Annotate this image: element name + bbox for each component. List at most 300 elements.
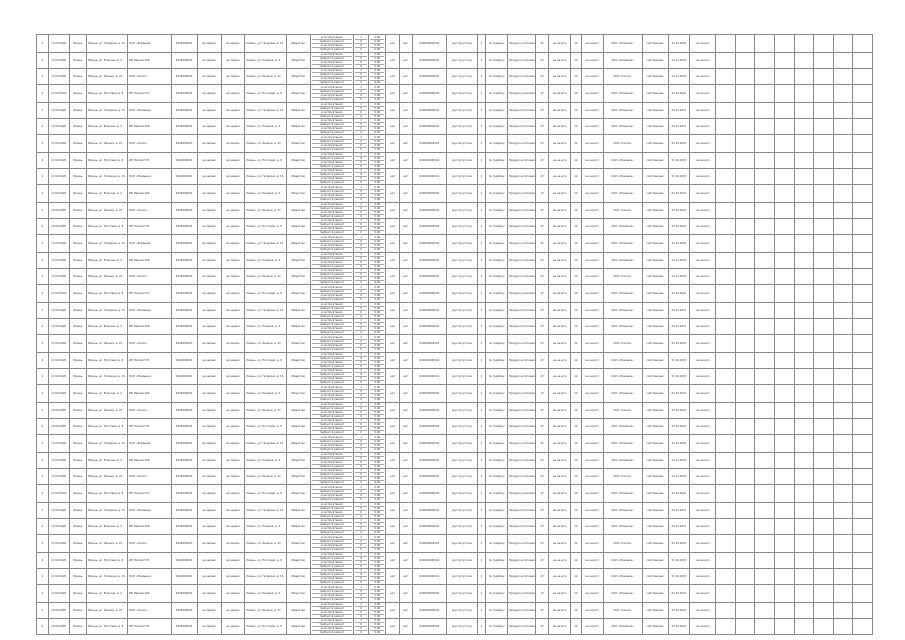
cell-st2: не начато [581,385,603,403]
cell-dt: 01.01.2021 [668,553,690,569]
cell-p3: 0,00 [370,376,384,380]
cell-p3: 0,00 [370,476,384,480]
cell-k: 12 [570,385,581,403]
cell-v3: 0 [355,626,367,630]
cell-pvals [369,353,386,369]
cell-addr: Рязань, ул. Есенина, д. 3 [86,253,127,269]
cell-st2: не начато [581,85,603,103]
cell-contact: ООО «Сокол» [128,469,171,485]
cell-unit: Рязань [69,335,86,353]
cell-v3: 0 [355,460,367,464]
cell-mode: круглосуточно [447,53,477,69]
cell-k: 12 [570,503,581,519]
cell-v3: 0 [355,193,367,197]
cell-res: Продукты питания [508,419,536,435]
cell-vals [353,119,368,135]
cell-y2: нет [399,369,412,385]
cell-pvals [369,169,386,185]
cell-v2: 0 [355,172,367,176]
cell-empty [833,35,853,53]
cell-p2: 0,00 [370,306,384,310]
cell-kind: Общество [286,269,310,285]
cell-l1: в эксплуатации [320,453,343,456]
cell-empty [716,303,736,319]
cell-empty [775,585,795,603]
cell-empty [794,103,814,119]
cell-fin: не начато [690,369,716,385]
cell-dt: 01.01.2021 [668,535,690,553]
cell-dt: 01.01.2021 [668,619,690,635]
cell-res: Продукты питания [508,69,536,85]
cell-l2: требуется ремонт [312,297,352,301]
cell-mode: круглосуточно [447,353,477,369]
cell-mode: круглосуточно [447,519,477,535]
cell-date: 17.09.2020 [48,453,69,469]
cell-p1: 0,00 [374,386,381,389]
cell-p1: 0,00 [370,447,384,451]
cell-empty [716,219,736,235]
cell-contact: ИП Иванов И.И. [128,385,171,403]
cell-fin: не начато [690,135,716,153]
cell-v2: 0 [355,447,367,451]
cell-l1: в эксплуатации [312,426,352,430]
cell-empty [735,369,755,385]
table-row [37,353,873,369]
cell-code: 620000000001 [412,369,447,385]
cell-l2: требуется ремонт [312,189,352,193]
cell-empty [794,203,814,219]
cell-q: 1 [477,319,486,335]
cell-s1: не задано [197,203,221,219]
cell-unit: Рязань [69,385,86,403]
cell-empty [814,35,834,53]
cell-v2: 0 [355,80,367,84]
cell-p3: 0,00 [370,60,384,64]
cell-st: не начато [549,519,571,535]
cell-empty [853,35,873,53]
cell-y1: нет [386,335,399,353]
table-row [37,453,873,469]
cell-inn: 6234000004 [171,285,197,303]
cell-sched: по графику [486,235,508,253]
cell-res: Продукты питания [508,535,536,553]
cell-empty [833,419,853,435]
cell-date: 17.09.2020 [48,235,69,253]
cell-v2: 0 [355,222,367,226]
cell-vals [353,403,368,419]
cell-p2: 0,00 [370,139,384,143]
cell-addr: Рязань, ул. Ленина, д. 21 [86,203,127,219]
cell-s2: не задано [221,285,245,303]
cell-empty [775,569,795,585]
cell-sched: по графику [486,319,508,335]
cell-s2: не задано [221,153,245,169]
cell-code: 620000000001 [412,235,447,253]
cell-inn: 6234000001 [171,435,197,453]
cell-p1: 0,00 [370,264,384,268]
cell-a: 27 [536,419,549,435]
cell-v2: 0 [355,72,367,76]
cell-s2: не задано [221,535,245,553]
cell-org: ООО «Ромашка» [603,553,642,569]
cell-l1: в эксплуатации [312,410,352,414]
table-row [37,503,873,519]
cell-p1: 0,00 [370,464,384,468]
cell-a: 27 [536,185,549,203]
cell-kind: Общество [286,619,310,635]
cell-p1: 0,00 [370,347,384,351]
cell-l1: в эксплуатации [320,536,343,539]
cell-k: 12 [570,253,581,269]
cell-l2: требуется ремонт [312,247,352,251]
cell-empty [814,353,834,369]
cell-st: не начато [549,353,571,369]
cell-v2: 0 [355,297,367,301]
cell-pvals [369,485,386,503]
cell-addr2: Рязань, ул. Гагарина, д. 15 [245,369,286,385]
cell-l1: в эксплуатации [320,103,343,106]
cell-v2: 0 [355,197,367,201]
cell-p3: 0,00 [370,110,384,114]
cell-l2: требуется ремонт [312,147,352,151]
cell-s1: не задано [197,419,221,435]
cell-s2: не задано [221,353,245,369]
cell-empty [814,419,834,435]
cell-p3: 0,00 [370,276,384,280]
cell-kind: Общество [286,219,310,235]
cell-addr: Рязань, ул. Гагарина, д. 15 [86,235,127,253]
cell-empty [833,619,853,635]
cell-v2: 0 [355,339,367,343]
cell-pvals [369,185,386,203]
cell-l2: требуется ремонт [312,130,352,134]
cell-l2: требуется ремонт [312,514,352,518]
cell-l2: требуется ремонт [312,172,352,176]
cell-v2: 0 [355,97,367,101]
cell-p1: 0,00 [374,336,381,339]
cell-empty [814,553,834,569]
table-row [37,485,873,503]
cell-p3: 0,00 [370,593,384,597]
cell-addr: Рязань, ул. Почтовая, д. 8 [86,353,127,369]
cell-empty [853,219,873,235]
cell-p1: 0,00 [370,214,384,218]
cell-fin: не начато [690,335,716,353]
cell-st2: не начато [581,503,603,519]
cell-y2: нет [399,435,412,453]
cell-n: 2 [37,119,49,135]
cell-v2: 0 [355,314,367,318]
cell-mode: круглосуточно [447,119,477,135]
cell-y1: нет [386,519,399,535]
cell-empty [735,453,755,469]
cell-empty [814,519,834,535]
cell-res: Продукты питания [508,603,536,619]
cell-unit: Рязань [69,569,86,585]
cell-l2: требуется ремонт [312,539,352,543]
cell-l1: в эксплуатации [312,143,352,147]
cell-p2: 0,00 [370,172,384,176]
cell-y1: нет [386,169,399,185]
cell-st2: не начато [581,153,603,169]
cell-empty [735,85,755,103]
cell-a: 27 [536,603,549,619]
cell-unit: Рязань [69,253,86,269]
cell-p3: 0,00 [370,626,384,630]
cell-contact: ИП Иванов И.И. [128,519,171,535]
cell-st: не начато [549,435,571,453]
cell-y2: нет [399,553,412,569]
cell-p1: 0,00 [374,219,381,222]
cell-l2: требуется ремонт [312,430,352,434]
cell-p1: 0,00 [370,497,384,501]
cell-l2: требуется ремонт [312,114,352,118]
cell-org: ООО «Ромашка» [603,153,642,169]
table-row [37,335,873,353]
cell-empty [853,519,873,535]
cell-contact: ООО «Сокол» [128,135,171,153]
cell-l1: в эксплуатации [312,326,352,330]
cell-kind: Общество [286,235,310,253]
cell-empty [755,385,775,403]
cell-lines [310,553,353,569]
cell-vals [353,619,368,635]
cell-unit: Рязань [69,85,86,103]
cell-vals [353,503,368,519]
cell-s1: не задано [197,135,221,153]
cell-n: 1 [37,369,49,385]
cell-org: ООО «Сокол» [603,469,642,485]
cell-fin: не начато [690,103,716,119]
cell-st2: не начато [581,485,603,503]
cell-own: собственник [642,185,668,203]
cell-addr: Рязань, ул. Ленина, д. 21 [86,535,127,553]
cell-empty [814,303,834,319]
cell-p3: 0,00 [370,243,384,247]
cell-own: собственник [642,35,668,53]
cell-p2: 0,00 [370,422,384,426]
cell-p1: 0,00 [370,530,384,534]
cell-own: собственник [642,535,668,553]
cell-org: ООО «Сокол» [603,269,642,285]
cell-own: собственник [642,53,668,69]
cell-a: 27 [536,269,549,285]
cell-st2: не начато [581,53,603,69]
cell-l1: в эксплуатации [320,586,343,589]
cell-fin: не начато [690,585,716,603]
cell-addr: Рязань, ул. Почтовая, д. 8 [86,285,127,303]
cell-l1: в эксплуатации [312,376,352,380]
cell-k: 12 [570,169,581,185]
cell-l1: в эксплуатации [312,343,352,347]
cell-addr2: Рязань, ул. Ленина, д. 21 [245,603,286,619]
cell-st2: не начато [581,169,603,185]
cell-pvals [369,535,386,553]
cell-kind: Общество [286,119,310,135]
cell-l1: в эксплуатации [320,419,343,422]
cell-vals [353,235,368,253]
cell-empty [853,335,873,353]
cell-v2: 0 [355,230,367,234]
cell-empty [814,185,834,203]
cell-v1: 1 [360,536,362,539]
cell-addr2: Рязань, ул. Почтовая, д. 8 [245,353,286,369]
cell-date: 17.09.2020 [48,85,69,103]
cell-empty [775,169,795,185]
cell-unit: Рязань [69,103,86,119]
cell-y1: нет [386,585,399,603]
cell-addr: Рязань, ул. Ленина, д. 21 [86,469,127,485]
cell-date: 17.09.2020 [48,585,69,603]
cell-own: собственник [642,453,668,469]
cell-sched: по графику [486,453,508,469]
cell-inn: 6234000002 [171,53,197,69]
cell-v1: 1 [360,569,362,572]
data-table [36,34,873,635]
cell-addr: Рязань, ул. Ленина, д. 21 [86,335,127,353]
cell-p1: 0,00 [370,480,384,484]
cell-v3: 0 [355,260,367,264]
cell-p1: 0,00 [370,614,384,618]
cell-addr2: Рязань, ул. Почтовая, д. 8 [245,553,286,569]
cell-org: ООО «Ромашка» [603,435,642,453]
table-row [37,469,873,485]
cell-own: собственник [642,253,668,269]
cell-p1: 0,00 [370,414,384,418]
cell-l2: требуется ремонт [312,330,352,334]
cell-st2: не начато [581,35,603,53]
cell-addr: Рязань, ул. Есенина, д. 3 [86,453,127,469]
cell-contact: ООО «Ромашка» [128,435,171,453]
cell-empty [755,585,775,603]
cell-dt: 01.01.2021 [668,303,690,319]
cell-k: 12 [570,403,581,419]
cell-v1: 1 [360,36,362,39]
cell-empty [833,353,853,369]
cell-p1: 0,00 [374,319,381,322]
cell-q: 1 [477,53,486,69]
cell-fin: не начато [690,153,716,169]
cell-addr2: Рязань, ул. Есенина, д. 3 [245,319,286,335]
cell-empty [833,269,853,285]
cell-inn: 6234000003 [171,69,197,85]
cell-k: 12 [570,535,581,553]
cell-v1: 1 [360,469,362,472]
cell-code: 620000000003 [412,403,447,419]
cell-fin: не начато [690,485,716,503]
cell-s1: не задано [197,85,221,103]
cell-addr2: Рязань, ул. Гагарина, д. 15 [245,569,286,585]
cell-v3: 0 [355,343,367,347]
table-row [37,569,873,585]
cell-p1: 0,00 [374,119,381,122]
cell-l1: в эксплуатации [312,476,352,480]
cell-empty [853,69,873,85]
cell-dt: 01.01.2021 [668,203,690,219]
cell-p1: 0,00 [370,280,384,284]
cell-l1: в эксплуатации [312,293,352,297]
cell-empty [755,153,775,169]
cell-p3: 0,00 [370,460,384,464]
cell-res: Продукты питания [508,253,536,269]
cell-addr: Рязань, ул. Гагарина, д. 15 [86,303,127,319]
cell-dt: 01.01.2021 [668,385,690,403]
cell-p1: 0,00 [370,180,384,184]
cell-res: Продукты питания [508,469,536,485]
cell-empty [775,219,795,235]
cell-empty [833,153,853,169]
cell-st2: не начато [581,285,603,303]
cell-date: 17.09.2020 [48,369,69,385]
cell-lines [310,469,353,485]
cell-empty [716,503,736,519]
cell-q: 1 [477,585,486,603]
cell-date: 17.09.2020 [48,519,69,535]
cell-v2: 0 [355,622,367,626]
cell-pvals [369,85,386,103]
cell-own: собственник [642,285,668,303]
cell-empty [775,485,795,503]
cell-v2: 0 [355,580,367,584]
cell-st2: не начато [581,353,603,369]
cell-l2: требуется ремонт [312,180,352,184]
cell-code: 620000000004 [412,353,447,369]
cell-v3: 0 [355,510,367,514]
cell-empty [716,419,736,435]
cell-q: 1 [477,335,486,353]
cell-org: ООО «Ромашка» [603,453,642,469]
cell-p1: 0,00 [374,103,381,106]
cell-mode: круглосуточно [447,235,477,253]
cell-dt: 01.01.2021 [668,585,690,603]
cell-code: 620000000004 [412,419,447,435]
cell-fin: не начато [690,503,716,519]
cell-res: Продукты питания [508,235,536,253]
cell-s2: не задано [221,35,245,53]
cell-s1: не задано [197,353,221,369]
cell-sched: по графику [486,153,508,169]
cell-l1: в эксплуатации [320,469,343,472]
cell-s2: не задано [221,385,245,403]
cell-mode: круглосуточно [447,69,477,85]
cell-empty [833,135,853,153]
cell-p1: 0,00 [370,564,384,568]
cell-empty [814,85,834,103]
cell-vals [353,569,368,585]
cell-pvals [369,569,386,585]
cell-l1: в эксплуатации [312,626,352,630]
cell-pvals [369,135,386,153]
cell-mode: круглосуточно [447,435,477,453]
cell-inn: 6234000002 [171,519,197,535]
cell-inn: 6234000001 [171,103,197,119]
cell-y2: нет [399,85,412,103]
cell-empty [775,35,795,53]
cell-empty [833,535,853,553]
cell-contact: ООО «Сокол» [128,269,171,285]
cell-sched: по графику [486,119,508,135]
cell-l2: требуется ремонт [312,406,352,410]
cell-empty [716,119,736,135]
cell-v3: 0 [355,526,367,530]
cell-st: не начато [549,369,571,385]
cell-p3: 0,00 [370,43,384,47]
cell-date: 17.09.2020 [48,285,69,303]
cell-res: Продукты питания [508,519,536,535]
cell-s1: не задано [197,403,221,419]
cell-v3: 0 [355,76,367,80]
cell-org: ООО «Ромашка» [603,385,642,403]
